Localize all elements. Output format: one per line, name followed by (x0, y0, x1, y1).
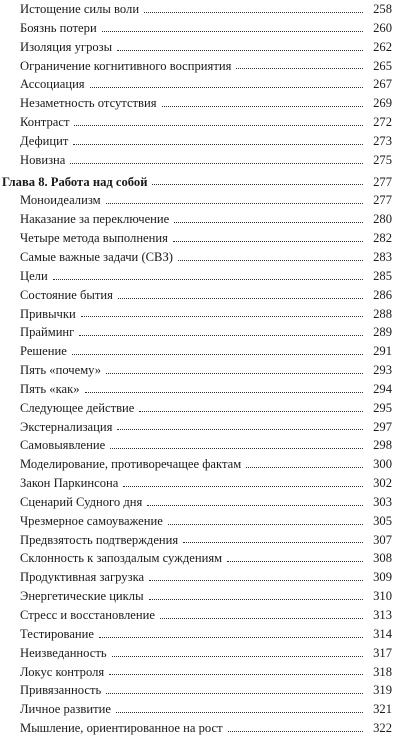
toc-entry-title: Изоляция угрозы (20, 38, 114, 57)
dot-leader (147, 505, 363, 506)
dot-leader (90, 87, 363, 88)
toc-entry (0, 644, 400, 663)
toc-entry-page-number: 318 (373, 664, 392, 679)
toc-entry (0, 531, 400, 550)
toc-entry-page-number: 286 (373, 287, 392, 302)
toc-entry (0, 719, 400, 738)
toc-entry (0, 681, 400, 700)
toc-entry-title: Пять «как» (20, 380, 82, 399)
toc-entry-page-number: 310 (373, 589, 392, 604)
toc-entry-page-number: 258 (373, 2, 392, 16)
toc-entry-page-number: 300 (373, 457, 392, 472)
dot-leader (160, 618, 363, 619)
toc-entry (0, 436, 400, 455)
toc-entry (0, 323, 400, 342)
toc-entry-page-number: 308 (373, 551, 392, 566)
chapter-title: Глава 8. Работа над собой (2, 173, 149, 192)
toc-entry-title: Дефицит (20, 132, 70, 151)
toc-entry-title: Тестирование (20, 625, 96, 644)
dot-leader (162, 106, 363, 107)
toc-entry-page-number: 317 (373, 645, 392, 660)
toc-entry-page-number: 313 (373, 608, 392, 622)
toc-entry-page-number: 283 (373, 249, 392, 264)
toc-entry-title: Продуктивная загрузка (20, 568, 146, 587)
toc-entry (0, 700, 400, 719)
dot-leader (74, 125, 363, 126)
toc-entry-title: Энергетические циклы (20, 587, 146, 606)
toc-entry-title: Новизна (20, 151, 67, 170)
dot-leader (53, 279, 363, 280)
dot-leader (110, 448, 363, 449)
toc-entry (0, 361, 400, 380)
toc-entry-page-number: 285 (373, 268, 392, 283)
toc-entry (0, 191, 400, 210)
toc-chapter-heading (0, 173, 400, 192)
dot-leader (174, 222, 363, 223)
dot-leader (246, 467, 363, 468)
toc-entry-page-number: 265 (373, 58, 392, 73)
dot-leader (183, 542, 363, 543)
dot-leader (139, 411, 363, 412)
toc-entry-title: Моноидеализм (20, 191, 103, 210)
toc-entry (0, 493, 400, 512)
toc-entry (0, 229, 400, 248)
toc-entry-page-number: 295 (373, 400, 392, 415)
toc-entry-page-number: 291 (373, 344, 392, 359)
toc-entry-title: Чрезмерное самоуважение (20, 512, 165, 531)
dot-leader (168, 524, 363, 525)
toc-entry-title: Состояние бытия (20, 286, 115, 305)
toc-entry (0, 512, 400, 531)
toc-entry-page-number: 275 (373, 152, 392, 167)
toc-entry-page-number: 321 (373, 702, 392, 717)
dot-leader (227, 561, 363, 562)
toc-entry-page-number: 309 (373, 570, 392, 585)
toc-entry-title: Пять «почему» (20, 361, 103, 380)
toc-entry-title: Контраст (20, 113, 71, 132)
toc-entry-title: Неизведанность (20, 644, 109, 663)
toc-section-list (0, 0, 400, 170)
toc-entry (0, 474, 400, 493)
toc-entry-page-number: 294 (373, 381, 392, 396)
dot-leader (116, 712, 363, 713)
toc-entry-page-number: 322 (373, 721, 392, 736)
dot-leader (173, 241, 363, 242)
toc-entry (0, 151, 400, 170)
toc-entry-page-number: 269 (373, 96, 392, 111)
dot-leader (106, 373, 363, 374)
toc-entry-page-number: 307 (373, 532, 392, 547)
toc-entry-title: Решение (20, 342, 69, 361)
dot-leader (79, 335, 363, 336)
toc-entry-title: Незаметность отсутствия (20, 94, 159, 113)
dot-leader (81, 316, 363, 317)
toc-entry-title: Моделирование, противоречащее фактам (20, 455, 243, 474)
toc-entry-title: Склонность к запоздалым суждениям (20, 549, 224, 568)
toc-entry (0, 587, 400, 606)
chapter-page-number: 277 (373, 174, 392, 189)
dot-leader (106, 203, 363, 204)
toc-entry-title: Четыре метода выполнения (20, 229, 170, 248)
toc-entry (0, 305, 400, 324)
toc-entry-page-number: 260 (373, 20, 392, 35)
toc-entry-page-number: 273 (373, 133, 392, 148)
toc-entry-page-number: 282 (373, 231, 392, 246)
toc-entry-title: Личное развитие (20, 700, 113, 719)
toc-entry-title: Самовыявление (20, 436, 107, 455)
dot-leader (123, 486, 363, 487)
toc-entry (0, 342, 400, 361)
toc-entry-title: Мышление, ориентированное на рост (20, 719, 225, 738)
toc-entry-title: Ограничение когнитивного восприятия (20, 57, 233, 76)
toc-entry-page-number: 267 (373, 77, 392, 92)
toc-entry-page-number: 277 (373, 193, 392, 208)
toc-entry (0, 19, 400, 38)
toc-entry-page-number: 314 (373, 626, 392, 641)
dot-leader (99, 637, 363, 638)
dot-leader (85, 392, 363, 393)
dot-leader (106, 693, 363, 694)
dot-leader (112, 656, 363, 657)
toc-entry-title: Локус контроля (20, 663, 106, 682)
toc-entry-page-number: 293 (373, 363, 392, 378)
toc-entry (0, 286, 400, 305)
toc-entry (0, 568, 400, 587)
toc-entry-page-number: 305 (373, 513, 392, 528)
dot-leader (228, 731, 363, 732)
toc-entry-page-number: 280 (373, 212, 392, 227)
toc-entry (0, 606, 400, 625)
toc-entry-title: Прайминг (20, 323, 76, 342)
toc-entry-page-number: 289 (373, 325, 392, 340)
toc-entry (0, 38, 400, 57)
dot-leader (178, 260, 363, 261)
toc-entry (0, 418, 400, 437)
toc-entry-title: Следующее действие (20, 399, 136, 418)
toc-entry-page-number: 288 (373, 306, 392, 321)
toc-entry-page-number: 298 (373, 438, 392, 453)
dot-leader (144, 12, 363, 13)
toc-entry-title: Истощение силы воли (20, 0, 141, 19)
toc-entry (0, 57, 400, 76)
toc-entry-title: Стресс и восстановление (20, 606, 157, 625)
dot-leader (102, 31, 363, 32)
toc-entry-title: Ассоциация (20, 75, 87, 94)
dot-leader (117, 50, 363, 51)
toc-entry-page-number: 272 (373, 115, 392, 130)
toc-entry-title: Цели (20, 267, 50, 286)
toc-entry-title: Привычки (20, 305, 78, 324)
toc-entry-title: Самые важные задачи (СВЗ) (20, 248, 175, 267)
toc-entry-title: Наказание за переключение (20, 210, 171, 229)
toc-entry-page-number: 319 (373, 683, 392, 698)
toc-entry (0, 0, 400, 19)
toc-entry-title: Закон Паркинсона (20, 474, 120, 493)
toc-entry (0, 267, 400, 286)
toc-entry (0, 94, 400, 113)
toc-chapter-item-list (0, 191, 400, 737)
toc-entry (0, 549, 400, 568)
toc-entry (0, 132, 400, 151)
toc-entry (0, 113, 400, 132)
toc-entry-title: Боязнь потери (20, 19, 99, 38)
toc-entry (0, 380, 400, 399)
toc-entry (0, 75, 400, 94)
toc-entry (0, 663, 400, 682)
toc-entry-title: Экстернализация (20, 418, 114, 437)
dot-leader (152, 184, 363, 185)
dot-leader (109, 674, 363, 675)
toc-entry (0, 455, 400, 474)
dot-leader (118, 298, 363, 299)
dot-leader (117, 429, 363, 430)
toc-entry (0, 210, 400, 229)
dot-leader (236, 68, 363, 69)
toc-entry (0, 399, 400, 418)
toc-entry-title: Сценарий Судного дня (20, 493, 144, 512)
dot-leader (73, 144, 363, 145)
toc-entry-page-number: 303 (373, 494, 392, 509)
dot-leader (70, 163, 363, 164)
dot-leader (72, 354, 363, 355)
dot-leader (149, 580, 363, 581)
toc-entry (0, 625, 400, 644)
toc-entry-page-number: 262 (373, 39, 392, 54)
toc-entry (0, 248, 400, 267)
toc-entry-title: Предвзятость подтверждения (20, 531, 180, 550)
toc-entry-page-number: 302 (373, 476, 392, 491)
toc-entry-page-number: 297 (373, 419, 392, 434)
toc-entry-title: Привязанность (20, 681, 103, 700)
